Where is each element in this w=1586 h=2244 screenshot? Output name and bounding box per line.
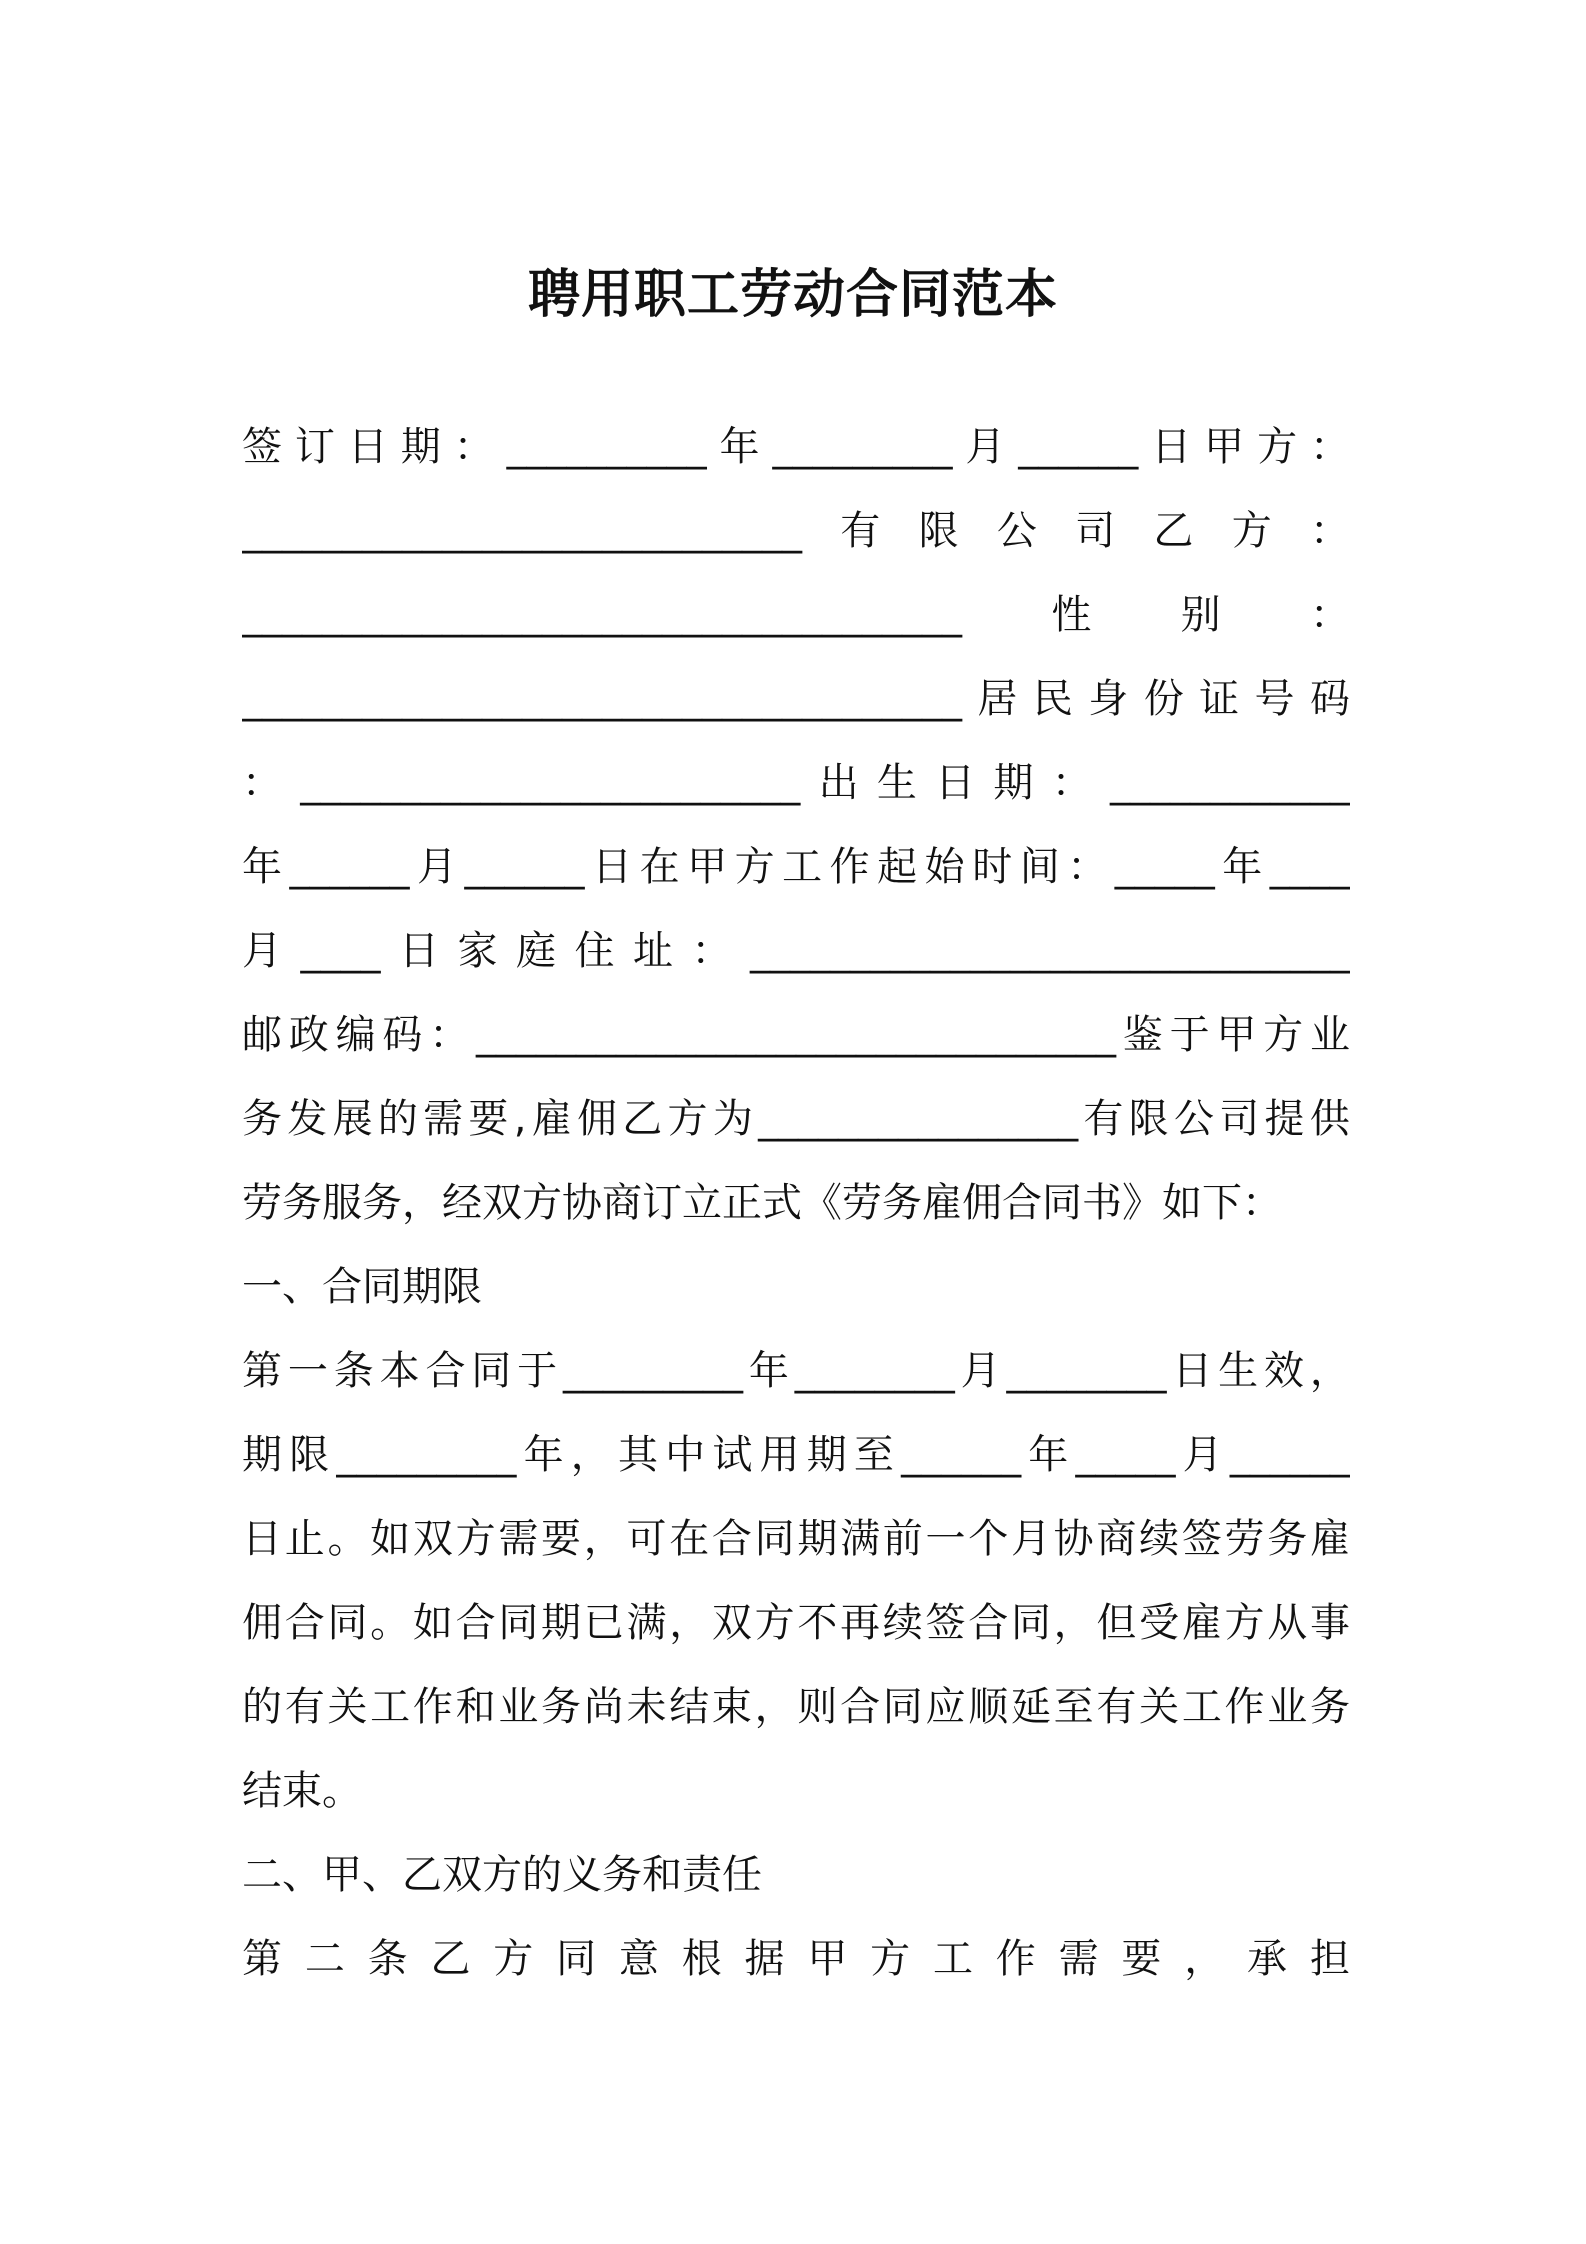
text-segment: 始 <box>924 844 965 890</box>
text-segment: 年 <box>523 1432 564 1478</box>
blank-field: ______ <box>901 1432 1022 1478</box>
text-line <box>242 1413 1350 1497</box>
text-segment: 期 <box>541 1600 582 1646</box>
blank-field: ____________________________________ <box>242 676 962 722</box>
text-segment: 同 <box>327 1600 368 1646</box>
text-segment: 民 <box>1032 676 1073 722</box>
text-segment: 和 <box>455 1684 496 1730</box>
text-segment: 合 <box>425 1348 466 1394</box>
text-segment: 要 <box>468 1096 509 1142</box>
text-segment: ： <box>1309 508 1350 554</box>
text-segment: 方 <box>1257 424 1298 470</box>
text-segment: ： <box>242 760 282 806</box>
text-segment: 时 <box>972 844 1013 890</box>
text-segment: 期 <box>242 1432 282 1478</box>
text-line <box>242 993 1350 1077</box>
text-segment: 签 <box>1181 1516 1222 1562</box>
text-segment: ， <box>1309 1348 1350 1394</box>
text-segment: 月 <box>417 844 458 890</box>
text-line <box>242 1665 1350 1749</box>
text-segment: 一 <box>287 1348 328 1394</box>
text-segment: 则 <box>797 1684 838 1730</box>
text-segment: ： <box>453 424 494 470</box>
text-segment: 条 <box>333 1348 374 1394</box>
text-line <box>242 657 1350 741</box>
text-segment: 前 <box>882 1516 923 1562</box>
text-segment: 雇 <box>1309 1516 1350 1562</box>
text-segment: 政 <box>288 1012 329 1058</box>
text-segment: 同 <box>556 1936 597 1982</box>
text-segment: 顺 <box>968 1684 1009 1730</box>
text-segment: ： <box>1051 760 1092 806</box>
blank-field: ________________________________ <box>475 1012 1116 1058</box>
text-segment: 日 <box>1172 1348 1213 1394</box>
text-segment: 年 <box>719 424 760 470</box>
blank-field: ______ <box>464 844 585 890</box>
text-segment: 有 <box>1096 1684 1137 1730</box>
text-segment: 中 <box>665 1432 706 1478</box>
text-segment: 的 <box>242 1684 282 1730</box>
text-segment: ， <box>1053 1600 1094 1646</box>
text-segment: 甲 <box>687 844 728 890</box>
text-segment: 年 <box>1028 1432 1069 1478</box>
text-segment: 乙 <box>430 1936 471 1982</box>
text-segment: 关 <box>327 1684 368 1730</box>
text-segment: 限 <box>1128 1096 1169 1142</box>
text-segment: 有 <box>284 1684 325 1730</box>
text-segment: 期 <box>806 1432 847 1478</box>
text-segment: 应 <box>925 1684 966 1730</box>
text-segment: 方 <box>493 1936 534 1982</box>
text-segment: 务 <box>242 1096 282 1142</box>
text-segment: 一 <box>925 1516 966 1562</box>
text-segment: 年 <box>242 844 282 890</box>
text-segment: 甲 <box>807 1936 848 1982</box>
text-segment: 甲 <box>1216 1012 1257 1058</box>
text-segment: 方 <box>667 1096 708 1142</box>
text-segment: 作 <box>1224 1684 1265 1730</box>
text-segment: 方 <box>1224 1600 1265 1646</box>
text-segment: 佣 <box>242 1600 282 1646</box>
text-segment: 关 <box>1139 1684 1180 1730</box>
blank-field: ________ <box>794 1348 955 1394</box>
text-line <box>242 1749 1350 1833</box>
text-segment: 期 <box>400 424 441 470</box>
text-segment: 乙 <box>1153 508 1194 554</box>
text-segment: ， <box>754 1684 795 1730</box>
text-segment: 住 <box>574 928 615 974</box>
text-line <box>242 489 1350 573</box>
text-line <box>242 1497 1350 1581</box>
text-segment: 其 <box>617 1432 658 1478</box>
text-segment: 提 <box>1264 1096 1305 1142</box>
text-segment: 身 <box>1088 676 1129 722</box>
text-segment: ， <box>1184 1936 1225 1982</box>
blank-field: _____ <box>1075 1432 1176 1478</box>
text-segment: 作 <box>829 844 870 890</box>
text-segment: 工 <box>1181 1684 1222 1730</box>
text-segment: 间 <box>1019 844 1060 890</box>
text-segment: 的 <box>377 1096 418 1142</box>
text-segment: ： <box>1067 844 1108 890</box>
text-segment: 事 <box>1309 1600 1350 1646</box>
text-segment: 双 <box>711 1600 752 1646</box>
text-segment: 日 <box>399 928 439 974</box>
text-segment: 工 <box>370 1684 411 1730</box>
text-segment: 方 <box>455 1516 496 1562</box>
text-segment: 佣 <box>576 1096 617 1142</box>
text-segment: 结束。 <box>242 1768 362 1814</box>
text-line <box>242 825 1350 909</box>
text-line <box>242 741 1350 825</box>
text-segment: 有 <box>1083 1096 1124 1142</box>
text-line <box>242 1245 1350 1329</box>
text-segment: 根 <box>681 1936 722 1982</box>
text-segment: 方 <box>754 1600 795 1646</box>
text-line <box>242 1581 1350 1665</box>
text-segment: 合 <box>968 1600 1009 1646</box>
text-segment: 需 <box>498 1516 539 1562</box>
text-segment: 编 <box>335 1012 376 1058</box>
text-segment: 司 <box>1219 1096 1260 1142</box>
text-segment: 日 <box>1151 424 1192 470</box>
text-line <box>242 1329 1350 1413</box>
text-segment: 作 <box>995 1936 1036 1982</box>
text-segment: 合 <box>840 1684 881 1730</box>
text-segment: 码 <box>382 1012 423 1058</box>
blank-field: _________ <box>336 1432 517 1478</box>
text-segment: 二、甲、乙双方的义务和责任 <box>242 1852 762 1898</box>
text-segment: 方 <box>1263 1012 1304 1058</box>
text-segment: 合 <box>711 1516 752 1562</box>
text-segment: 公 <box>996 508 1037 554</box>
text-segment: 。 <box>327 1516 368 1562</box>
text-segment: 延 <box>1010 1684 1051 1730</box>
text-segment: 要 <box>541 1516 582 1562</box>
text-segment: 份 <box>1143 676 1184 722</box>
text-segment: 同 <box>754 1516 795 1562</box>
text-segment: 邮 <box>242 1012 282 1058</box>
text-segment: ： <box>1309 424 1350 470</box>
text-segment: 限 <box>918 508 959 554</box>
text-segment: 方 <box>734 844 775 890</box>
blank-field: ________ <box>1006 1348 1167 1394</box>
text-segment: 月 <box>1182 1432 1223 1478</box>
text-segment: 日 <box>347 424 388 470</box>
text-segment: 期 <box>797 1516 838 1562</box>
text-segment: 甲 <box>1204 424 1245 470</box>
blank-field: ____ <box>300 928 381 974</box>
text-segment: 同 <box>882 1684 923 1730</box>
text-segment: 证 <box>1199 676 1240 722</box>
text-segment: 需 <box>423 1096 464 1142</box>
document-title: 聘用职工劳动合同范本 <box>527 265 1058 325</box>
text-segment: ， <box>570 1432 611 1478</box>
text-segment: 乙 <box>622 1096 663 1142</box>
text-segment: 用 <box>759 1432 800 1478</box>
text-line <box>242 405 1350 489</box>
text-segment: 于 <box>1169 1012 1210 1058</box>
text-segment: 再 <box>840 1600 881 1646</box>
text-segment: 同 <box>498 1600 539 1646</box>
text-segment: 如 <box>412 1600 453 1646</box>
text-segment: 务 <box>1309 1684 1350 1730</box>
text-segment: 续 <box>882 1600 923 1646</box>
blank-field: ____________________________________ <box>242 592 962 638</box>
text-segment: ： <box>1309 592 1350 638</box>
text-segment: 试 <box>712 1432 753 1478</box>
text-segment: 效 <box>1264 1348 1305 1394</box>
text-segment: 尚 <box>583 1684 624 1730</box>
text-segment: 。 <box>370 1600 411 1646</box>
blank-field: _________ <box>563 1348 744 1394</box>
text-segment: 务 <box>541 1684 582 1730</box>
text-segment: 工 <box>932 1936 973 1982</box>
text-segment: 展 <box>332 1096 373 1142</box>
text-segment: 业 <box>1267 1684 1308 1730</box>
text-segment: 止 <box>284 1516 325 1562</box>
blank-field: _________________________ <box>300 760 801 806</box>
blank-field: ______ <box>1229 1432 1350 1478</box>
text-segment: 不 <box>797 1600 838 1646</box>
text-segment: 二 <box>304 1936 345 1982</box>
text-segment: ： <box>691 928 732 974</box>
text-segment: 从 <box>1267 1600 1308 1646</box>
text-segment: 供 <box>1309 1096 1350 1142</box>
text-segment: ， <box>669 1600 710 1646</box>
text-segment: 年 <box>748 1348 789 1394</box>
text-segment: 日 <box>592 844 633 890</box>
text-segment: 方 <box>870 1936 911 1982</box>
text-segment: 续 <box>1139 1516 1180 1562</box>
text-segment: 同 <box>1010 1600 1051 1646</box>
text-segment: 劳务服务，经双方协商订立正式《劳务雇佣合同书》如下： <box>242 1180 1282 1226</box>
blank-field: _________ <box>772 424 953 470</box>
text-segment: 址 <box>633 928 673 974</box>
text-segment: 可 <box>626 1516 667 1562</box>
text-segment: 月 <box>1010 1516 1051 1562</box>
text-segment: 商 <box>1096 1516 1137 1562</box>
text-segment: 订 <box>294 424 335 470</box>
text-line <box>242 1077 1350 1161</box>
text-segment: , <box>513 1096 527 1142</box>
text-segment: 工 <box>782 844 823 890</box>
blank-field: ____________ <box>1109 760 1350 806</box>
text-line <box>242 1917 1350 2001</box>
text-segment: 性 <box>1051 592 1092 638</box>
blank-field: __________ <box>506 424 707 470</box>
text-segment: ， <box>583 1516 624 1562</box>
text-segment: 一、合同期限 <box>242 1264 482 1310</box>
text-segment: 于 <box>517 1348 558 1394</box>
text-segment: 合 <box>284 1600 325 1646</box>
text-line <box>242 1161 1350 1245</box>
text-segment: 受 <box>1139 1600 1180 1646</box>
text-line <box>242 573 1350 657</box>
text-segment: 双 <box>412 1516 453 1562</box>
blank-field: ______________________________ <box>750 928 1350 974</box>
text-segment: 限 <box>289 1432 330 1478</box>
text-segment: 劳 <box>1224 1516 1265 1562</box>
text-segment: 第 <box>242 1348 282 1394</box>
text-segment: 条 <box>367 1936 408 1982</box>
text-segment: 日 <box>242 1516 282 1562</box>
text-segment: 在 <box>639 844 680 890</box>
blank-field: ____________________________ <box>242 508 802 554</box>
text-segment: 满 <box>626 1600 667 1646</box>
blank-field: _____ <box>1114 844 1215 890</box>
text-segment: 庭 <box>516 928 556 974</box>
text-line <box>242 1833 1350 1917</box>
text-segment: 为 <box>712 1096 753 1142</box>
text-segment: 意 <box>618 1936 659 1982</box>
text-segment: 至 <box>853 1432 894 1478</box>
text-segment: 已 <box>583 1600 624 1646</box>
text-segment: 鉴 <box>1122 1012 1163 1058</box>
text-segment: 业 <box>1309 1012 1350 1058</box>
text-segment: 签 <box>925 1600 966 1646</box>
text-segment: 务 <box>1267 1516 1308 1562</box>
blank-field: ____ <box>1269 844 1350 890</box>
text-segment: 合 <box>455 1600 496 1646</box>
text-segment: 生 <box>876 760 917 806</box>
text-segment: 至 <box>1053 1684 1094 1730</box>
text-segment: 期 <box>993 760 1034 806</box>
blank-field: ______ <box>289 844 410 890</box>
text-segment: 但 <box>1096 1600 1137 1646</box>
text-segment: 签 <box>242 424 282 470</box>
text-segment: 公 <box>1173 1096 1214 1142</box>
text-segment: 束 <box>711 1684 752 1730</box>
text-segment: 同 <box>471 1348 512 1394</box>
text-segment: 在 <box>669 1516 710 1562</box>
text-segment: 第 <box>242 1936 282 1982</box>
text-segment: 别 <box>1180 592 1221 638</box>
text-segment: 发 <box>287 1096 328 1142</box>
text-segment: 满 <box>840 1516 881 1562</box>
text-segment: 日 <box>935 760 976 806</box>
text-segment: 承 <box>1247 1936 1287 1982</box>
text-segment: 担 <box>1309 1936 1350 1982</box>
text-segment: ： <box>429 1012 470 1058</box>
text-segment: 需 <box>1058 1936 1099 1982</box>
document-body <box>242 405 1350 2001</box>
text-segment: 据 <box>744 1936 785 1982</box>
text-segment: 未 <box>626 1684 667 1730</box>
text-segment: 号 <box>1254 676 1295 722</box>
text-segment: 月 <box>965 424 1006 470</box>
text-segment: 起 <box>877 844 918 890</box>
text-segment: 要 <box>1121 1936 1162 1982</box>
text-segment: 雇 <box>1181 1600 1222 1646</box>
text-segment: 雇 <box>531 1096 572 1142</box>
text-segment: 方 <box>1231 508 1272 554</box>
text-segment: 居 <box>977 676 1018 722</box>
text-segment: 码 <box>1309 676 1350 722</box>
text-segment: 生 <box>1218 1348 1259 1394</box>
text-segment: 司 <box>1075 508 1116 554</box>
blank-field: ______ <box>1018 424 1139 470</box>
text-segment: 如 <box>370 1516 411 1562</box>
text-segment: 协 <box>1053 1516 1094 1562</box>
text-segment: 月 <box>960 1348 1001 1394</box>
text-segment: 结 <box>669 1684 710 1730</box>
text-segment: 有 <box>840 508 881 554</box>
text-segment: 个 <box>968 1516 1009 1562</box>
text-segment: 出 <box>818 760 859 806</box>
text-segment: 年 <box>1222 844 1263 890</box>
text-segment: 月 <box>242 928 282 974</box>
blank-field: ________________ <box>758 1096 1079 1142</box>
text-segment: 作 <box>412 1684 453 1730</box>
text-segment: 家 <box>457 928 498 974</box>
text-segment: 本 <box>379 1348 420 1394</box>
text-segment: 业 <box>498 1684 539 1730</box>
text-line <box>242 909 1350 993</box>
